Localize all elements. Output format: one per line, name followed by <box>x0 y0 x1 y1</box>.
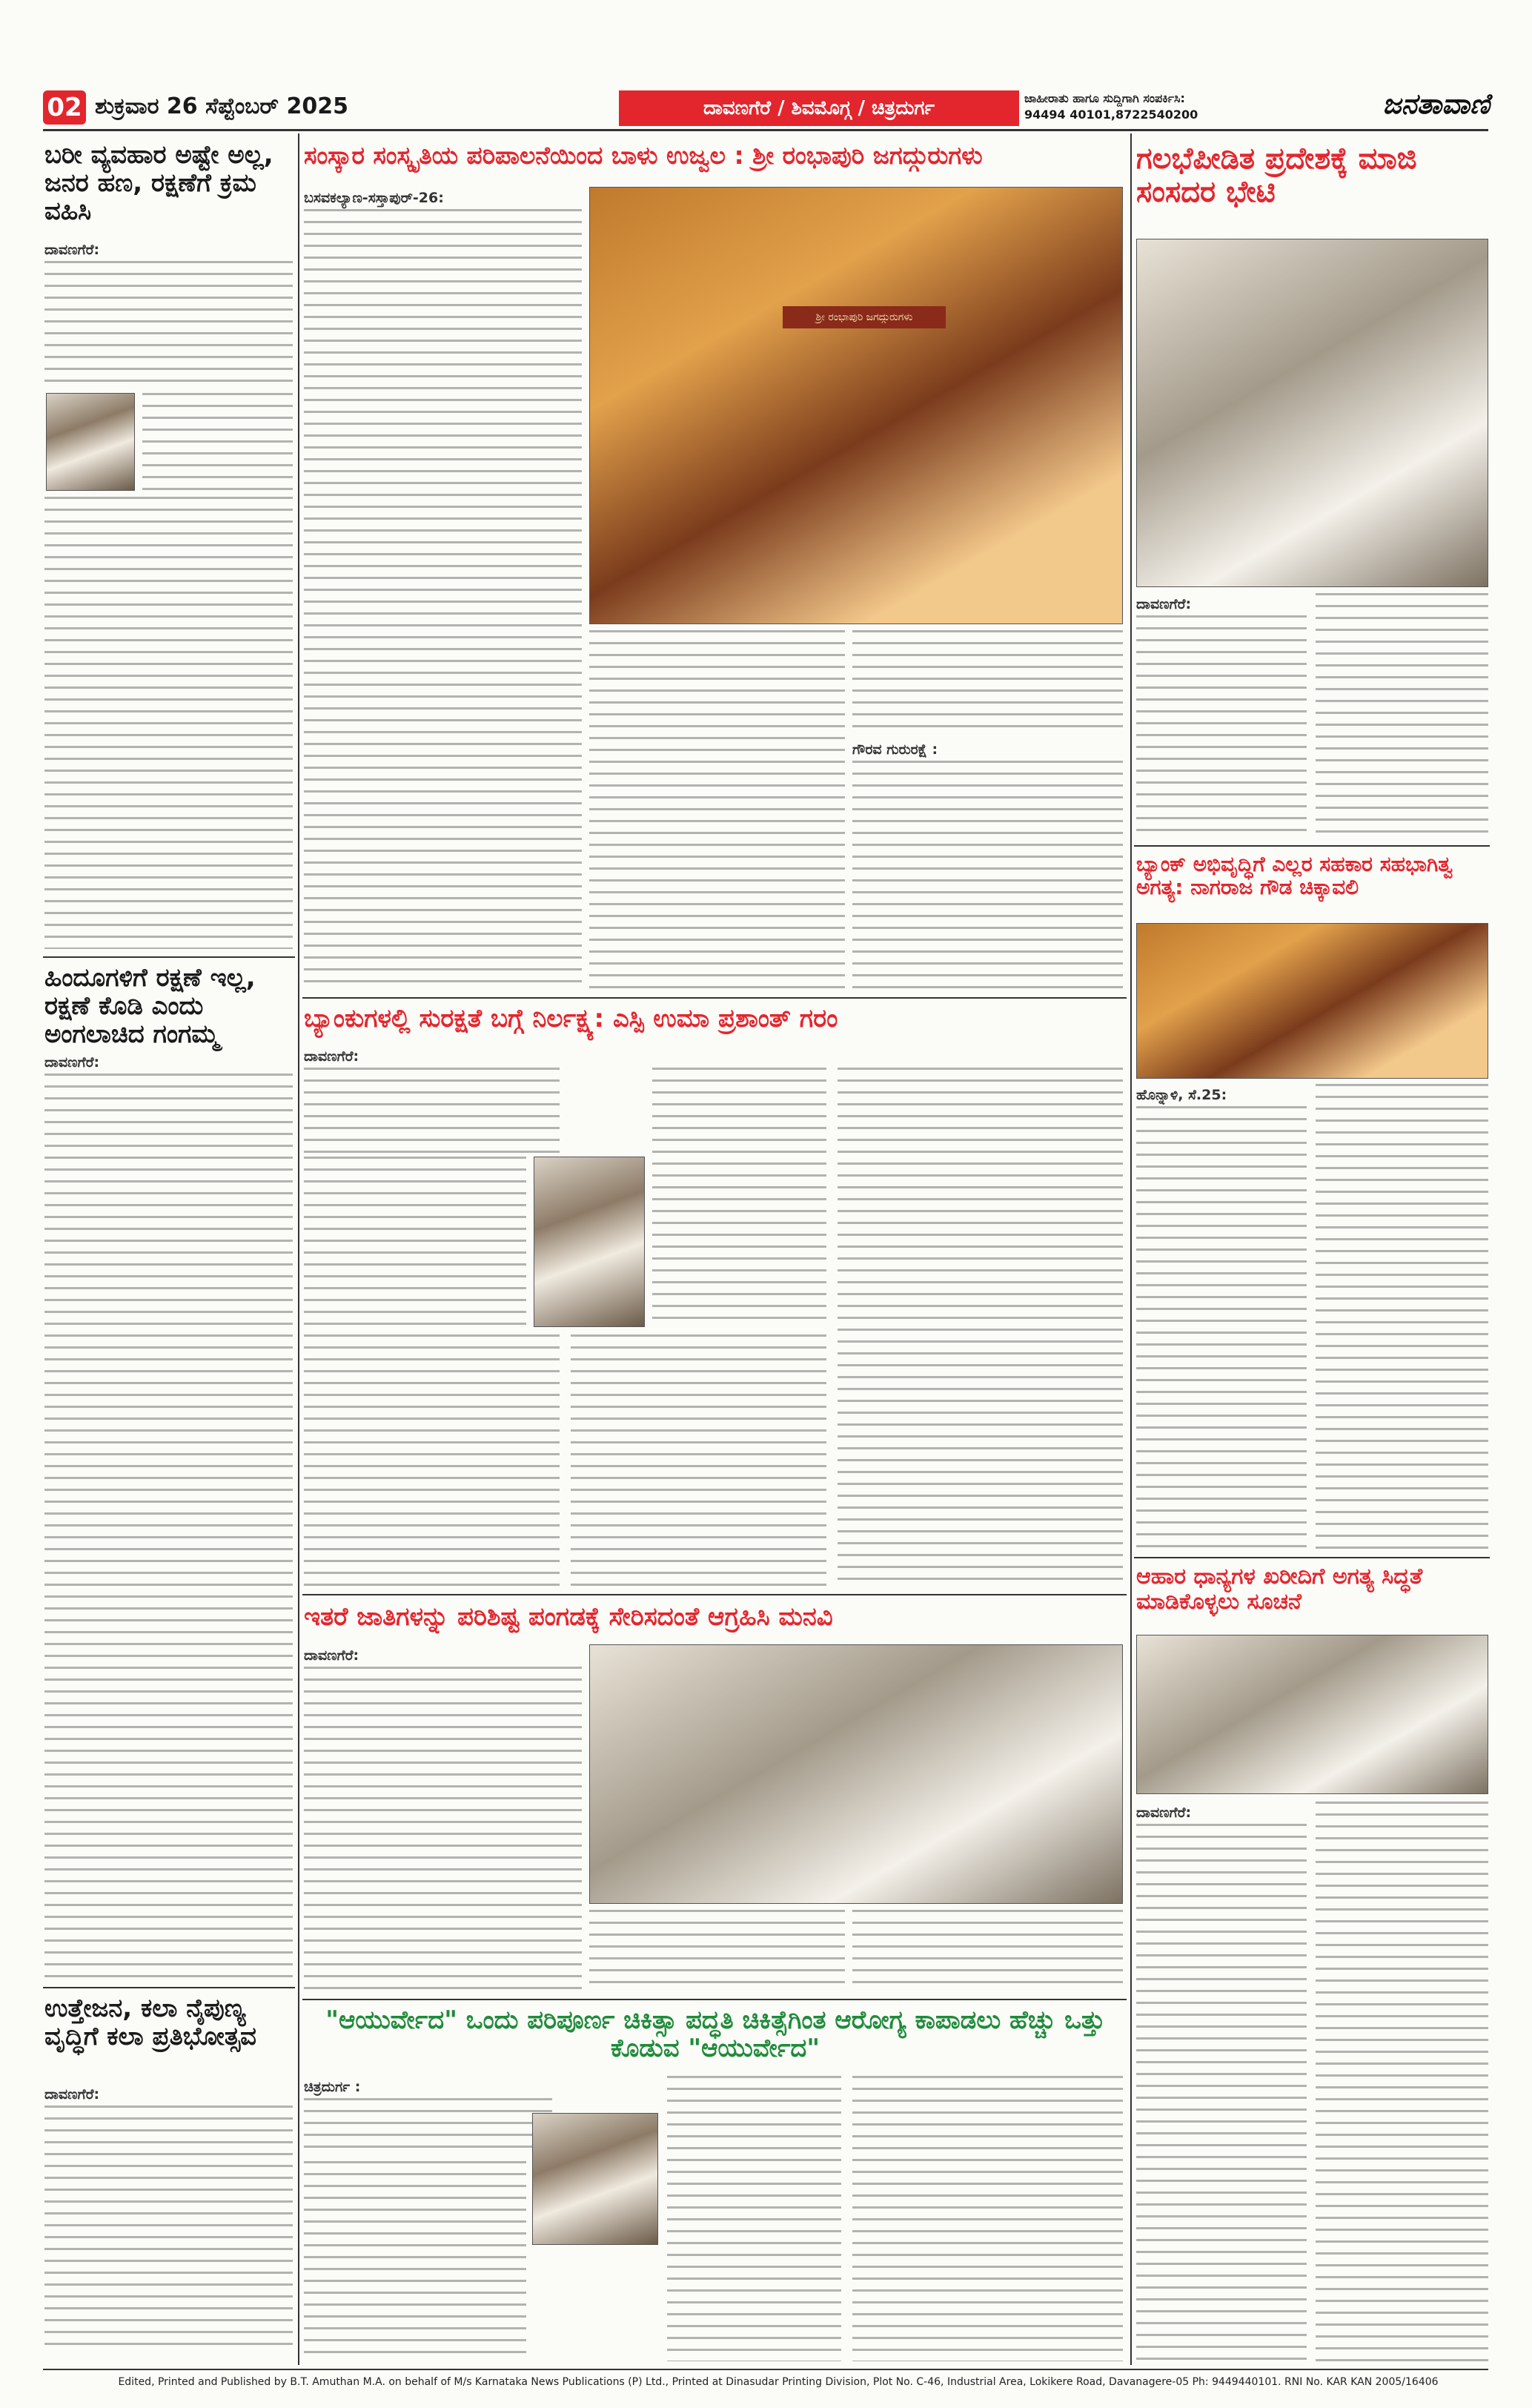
ad-contact-label: ಜಾಹೀರಾತು ಹಾಗೂ ಸುದ್ದಿಗಾಗಿ ಸಂಪರ್ಕಿಸಿ: <box>1024 91 1185 105</box>
page-number: 02 <box>43 90 86 125</box>
article-body <box>852 1910 1123 1993</box>
divider <box>43 1987 295 1988</box>
news-photo <box>589 1644 1123 1904</box>
divider <box>302 1594 1127 1595</box>
dateline: ಹೊನ್ನಾಳಿ, ಸೆ.25: <box>1136 1087 1227 1103</box>
news-photo <box>1136 239 1488 587</box>
dateline: ಬಸವಕಲ್ಯಾಣ-ಸಸ್ತಾಪುರ್-26: <box>304 190 444 206</box>
article-body <box>304 1334 560 1587</box>
article-body <box>667 2076 841 2361</box>
official-photo <box>534 1157 645 1327</box>
edition-bar <box>619 90 1019 126</box>
news-photo <box>1136 1635 1488 1794</box>
divider <box>1130 133 1132 2365</box>
dateline: ದಾವಣಗೆರೆ: <box>44 1054 100 1071</box>
news-photo <box>1136 923 1488 1079</box>
article-body <box>304 1068 560 1153</box>
headline: ಬರೀ ವ್ಯವಹಾರ ಅಷ್ಟೇ ಅಲ್ಲ, ಜನರ ಹಣ, ರಕ್ಷಣೆಗೆ ಕ್ರಮ ವಹಿಸಿ <box>44 140 273 227</box>
article-body <box>44 261 293 387</box>
dateline: ದಾವಣಗೆರೆ: <box>44 242 100 258</box>
headline: "ಆಯುರ್ವೇದ" ಒಂದು ಪರಿಪೂರ್ಣ ಚಿಕಿತ್ಸಾ ಪದ್ಧತಿ ಚಿಕಿತ್ಸೆಗಿಂತ ಆರೋಗ್ಯ ಕಾಪಾಡಲು ಹೆಚ್ಚು ಒತ್ತು ಕೊಡುವ "ಆಯುರ್ವೇದ" <box>325 2005 1105 2064</box>
divider <box>1134 1557 1490 1558</box>
divider <box>298 133 299 2365</box>
article-body <box>44 497 293 949</box>
imprint-line: Edited, Printed and Published by B.T. Amuthan M.A. on behalf of M/s Karnataka News Publications (P) Ltd., Printed at Dinasudar Printing Division, Plot No. C-46, Industrial Area, Lokikere Road, Davanagere-05 Ph: 9449440101. RNI No. KAR KAN 2005/16406 <box>118 2376 1439 2388</box>
headline: ಉತ್ತೇಜನ, ಕಲಾ ನೈಪುಣ್ಯ ವೃದ್ಧಿಗೆ ಕಲಾ ಪ್ರತಿಭೋತ್ಸವ <box>44 1994 256 2052</box>
article-body <box>304 209 582 991</box>
paper-logo: ಜನತಾವಾಣಿ <box>1382 87 1490 120</box>
article-body <box>571 1334 826 1587</box>
subheading: ಗೌರವ ಗುರುರಕ್ಷೆ : <box>852 741 938 758</box>
headline: ಆಹಾರ ಧಾನ್ಯಗಳ ಖರೀದಿಗೆ ಅಗತ್ಯ ಸಿದ್ಧತೆ ಮಾಡಿಕೊಳ್ಳಲು ಸೂಚನೆ <box>1136 1564 1423 1615</box>
article-body <box>1316 1084 1488 1551</box>
headline: ಬ್ಯಾಂಕ್ ಅಭಿವೃದ್ಧಿಗೆ ಎಲ್ಲರ ಸಹಕಾರ ಸಹಭಾಗಿತ್ವ ಅಗತ್ಯ: ನಾಗರಾಜ ಗೌಡ ಚಿಕ್ಕಾವಲಿ <box>1136 852 1453 900</box>
edition-label: ದಾವಣಗೆರೆ / ಶಿವಮೊಗ್ಗ / ಚಿತ್ರದುರ್ಗ <box>703 97 935 119</box>
article-body <box>852 761 1123 991</box>
issue-date: ಶುಕ್ರವಾರ 26 ಸೆಪ್ಟೆಂಬರ್ 2025 <box>95 93 348 119</box>
article-body <box>589 630 845 991</box>
article-body <box>304 1157 526 1327</box>
dateline: ದಾವಣಗೆರೆ: <box>304 1647 359 1664</box>
headline: ಸಂಸ್ಕಾರ ಸಂಸ್ಕೃತಿಯ ಪರಿಪಾಲನೆಯಿಂದ ಬಾಳು ಉಜ್ವಲ : ಶ್ರೀ ರಂಭಾಪುರಿ ಜಗದ್ಗುರುಗಳು <box>304 141 983 170</box>
dateline: ದಾವಣಗೆರೆ: <box>1136 596 1192 612</box>
article-body <box>1316 1802 1488 2361</box>
article-body <box>652 1068 826 1327</box>
article-body <box>852 2076 1123 2361</box>
divider <box>43 956 295 958</box>
article-body <box>142 393 293 491</box>
dateline: ದಾವಣಗೆರೆ: <box>304 1048 359 1065</box>
divider <box>302 1999 1127 2000</box>
news-photo <box>589 187 1123 624</box>
article-body <box>1136 615 1307 838</box>
article-body <box>304 1667 582 1993</box>
masthead <box>0 0 1532 130</box>
masthead-rule <box>43 129 1488 131</box>
article-body <box>1136 1824 1307 2361</box>
article-body <box>304 2161 526 2361</box>
headline: ಇತರೆ ಜಾತಿಗಳನ್ನು ಪರಿಶಿಷ್ಟ ಪಂಗಡಕ್ಕೆ ಸೇರಿಸದಂತೆ ಆಗ್ರಹಿಸಿ ಮನವಿ <box>304 1602 833 1632</box>
headline: ಬ್ಯಾಂಕುಗಳಲ್ಲಿ ಸುರಕ್ಷತೆ ಬಗ್ಗೆ ನಿರ್ಲಕ್ಷ್ಯ: ಎಸ್ಪಿ ಉಮಾ ಪ್ರಶಾಂತ್ ಗರಂ <box>304 1004 838 1033</box>
article-body <box>838 1068 1123 1587</box>
article-body <box>44 2106 293 2350</box>
reporter-photo <box>46 393 135 491</box>
article-body <box>304 2098 552 2157</box>
article-body <box>852 630 1123 734</box>
article-body <box>1316 593 1488 838</box>
ad-contact-phone: 94494 40101,8722540200 <box>1024 108 1198 122</box>
divider <box>302 997 1127 999</box>
dateline: ಚಿತ್ರದುರ್ಗ : <box>304 2079 361 2095</box>
article-body <box>44 1074 293 1978</box>
footer-rule <box>43 2369 1488 2370</box>
dateline: ದಾವಣಗೆರೆ: <box>1136 1805 1192 1821</box>
ad-contact <box>1024 90 1306 123</box>
divider <box>1134 845 1490 847</box>
headline: ಗಲಭೆಪೀಡಿತ ಪ್ರದೇಶಕ್ಕೆ ಮಾಜಿ ಸಂಸದರ ಭೇಟಿ <box>1136 142 1417 209</box>
photo-banner: ಶ್ರೀ ರಂಭಾಪುರಿ ಜಗದ್ಗುರುಗಳು <box>783 306 946 328</box>
author-photo <box>532 2113 658 2245</box>
article-body <box>589 1910 845 1993</box>
article-body <box>1136 1106 1307 1551</box>
headline: ಹಿಂದೂಗಳಿಗೆ ರಕ್ಷಣೆ ಇಲ್ಲ, ರಕ್ಷಣೆ ಕೊಡಿ ಎಂದು ಅಂಗಲಾಚಿದ ಗಂಗಮ್ಮ <box>44 963 256 1050</box>
dateline: ದಾವಣಗೆರೆ: <box>44 2086 100 2103</box>
